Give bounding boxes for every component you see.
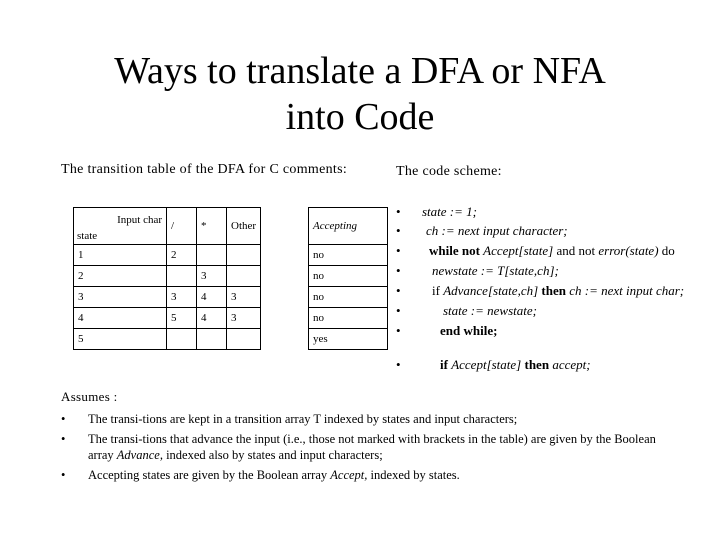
state-cell: 4	[74, 308, 167, 329]
other-cell	[227, 245, 261, 266]
transition-table-heading: The transition table of the DFA for C comments:	[61, 162, 348, 177]
star-cell: 4	[197, 308, 227, 329]
slash-cell	[167, 266, 197, 287]
gap-cell	[261, 329, 309, 350]
keyword: if	[440, 357, 448, 372]
col-header-other: Other	[227, 208, 261, 245]
text-part: The transi-tions that advance the input (i.e., those not marked with brackets in the table) are given by the Boolean array	[88, 432, 656, 462]
gap-cell	[261, 308, 309, 329]
slash-cell	[167, 329, 197, 350]
keyword: then	[524, 357, 550, 372]
state-cell: 1	[74, 245, 167, 266]
accepting-cell: no	[309, 245, 388, 266]
corner-cell	[74, 208, 167, 245]
table-row	[74, 308, 388, 329]
table-row	[74, 329, 388, 350]
accepting-cell: yes	[309, 329, 388, 350]
table-row	[74, 266, 388, 287]
gap-cell	[261, 287, 309, 308]
star-cell	[197, 329, 227, 350]
list-item	[61, 467, 661, 483]
slash-cell: 5	[167, 308, 197, 329]
title-line-1: Ways to translate a DFA or NFA	[114, 50, 606, 92]
assumptions-list	[61, 411, 661, 487]
code-text: end while;	[440, 323, 498, 338]
input-char-label: Input char	[117, 214, 162, 226]
code-text: newstate := T[state,ch];	[432, 263, 559, 278]
keyword: and not	[556, 243, 596, 258]
keyword: do	[661, 243, 675, 258]
code-text: ch := next input character;	[426, 223, 568, 238]
bullet-icon: •	[396, 223, 401, 238]
state-cell: 2	[74, 266, 167, 287]
bullet-icon: •	[61, 412, 66, 426]
assumption-text: The transi-tions are kept in a transition array T indexed by states and input characters;	[88, 412, 518, 426]
table-header-row	[74, 208, 388, 245]
code-text	[429, 243, 675, 259]
col-header-accepting: Accepting	[309, 208, 388, 245]
bullet-icon: •	[61, 432, 66, 446]
keyword: if	[432, 283, 440, 298]
col-header-slash: /	[167, 208, 197, 245]
star-cell	[197, 245, 227, 266]
code-expr: Advance[state,ch]	[443, 283, 539, 298]
code-expr: Accept[state]	[451, 357, 522, 372]
slash-cell: 3	[167, 287, 197, 308]
col-header-star: *	[197, 208, 227, 245]
accepting-cell: no	[309, 308, 388, 329]
table-row	[74, 287, 388, 308]
other-cell	[227, 266, 261, 287]
text-part: indexed by states.	[370, 468, 460, 482]
code-expr: accept;	[552, 357, 591, 372]
star-cell: 3	[197, 266, 227, 287]
transition-table	[73, 207, 388, 350]
col-gap	[261, 208, 309, 245]
keyword: while not	[429, 243, 480, 258]
code-text: state := 1;	[422, 204, 477, 219]
accepting-cell: no	[309, 266, 388, 287]
bullet-icon: •	[396, 357, 401, 372]
assumption-text	[88, 468, 460, 482]
text-part: Advance,	[116, 448, 163, 462]
star-cell: 4	[197, 287, 227, 308]
code-scheme-heading: The code scheme:	[396, 164, 502, 179]
slide-title	[0, 48, 720, 140]
list-item	[61, 431, 661, 463]
bullet-icon: •	[396, 303, 401, 318]
other-cell	[227, 329, 261, 350]
code-expr: Accept[state]	[483, 243, 554, 258]
list-item	[61, 411, 661, 427]
bullet-icon: •	[396, 283, 401, 298]
bullet-icon: •	[61, 468, 66, 482]
bullet-icon: •	[396, 243, 401, 258]
bullet-icon: •	[396, 204, 401, 219]
gap-cell	[261, 266, 309, 287]
slash-cell: 2	[167, 245, 197, 266]
assumes-heading: Assumes :	[61, 389, 118, 404]
code-text: state := newstate;	[443, 303, 537, 318]
assumption-text	[88, 432, 656, 462]
code-text	[432, 283, 684, 299]
code-text	[440, 357, 591, 373]
table-row	[74, 245, 388, 266]
keyword: then	[541, 283, 566, 298]
state-cell: 5	[74, 329, 167, 350]
other-cell: 3	[227, 287, 261, 308]
title-line-2: into Code	[285, 96, 435, 138]
gap-cell	[261, 245, 309, 266]
text-part: Accept,	[330, 468, 368, 482]
text-part: indexed also by states and input characters;	[166, 448, 383, 462]
state-label: state	[77, 230, 98, 242]
code-expr: error(state)	[598, 243, 659, 258]
bullet-icon: •	[396, 323, 401, 338]
accepting-cell: no	[309, 287, 388, 308]
other-cell: 3	[227, 308, 261, 329]
bullet-icon: •	[396, 263, 401, 278]
text-part: Accepting states are given by the Boolean array	[88, 468, 328, 482]
state-cell: 3	[74, 287, 167, 308]
code-expr: ch := next input char;	[569, 283, 685, 298]
